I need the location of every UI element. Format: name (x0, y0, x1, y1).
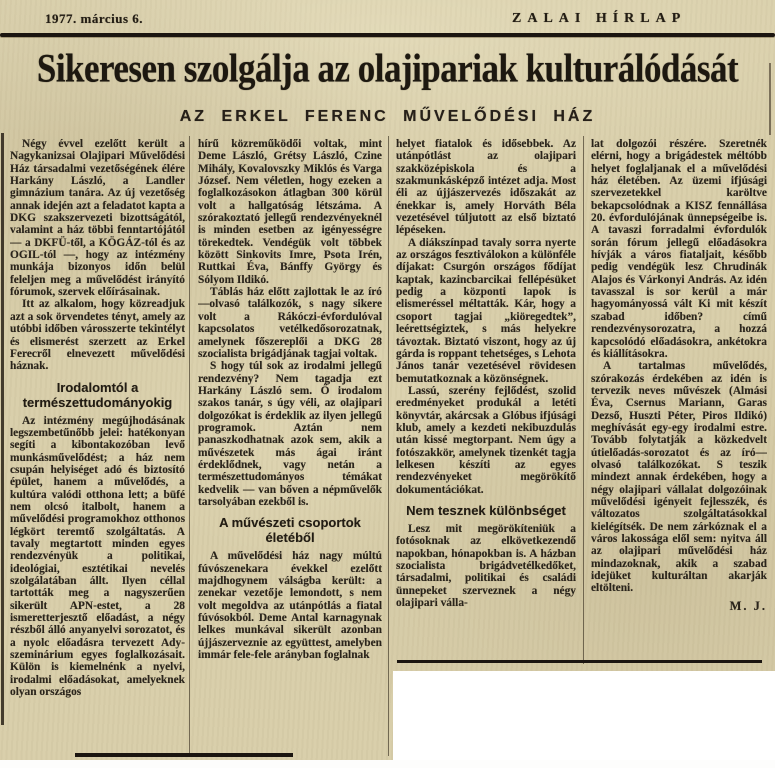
article-paragraph: Táblás ház előtt zajlottak le az író—olvasó találkozók, s nagy sikere volt a Rákóczi-évfordulóval kapcsolatos vetélkedősorozatnak, amelynek főszereplői a DKG 28 szocialista brigádjának tagjai voltak. (198, 286, 382, 360)
article-headline: Sikeresen szolgálja az olajipariak kulturálódását (36, 45, 739, 91)
section-subhead: A művészeti csoportok életéből (219, 515, 361, 546)
article-column-1 (10, 138, 185, 758)
scan-edge-left (1, 133, 4, 725)
article-paragraph: Lassú, szerény fejlődést, szolid eredményeket produkál a letéti könyvtár, akárcsak a Glóbus ifjúsági klub, amely a kezdeti nekibuzdulás után kissé megtorpant. Nem úgy a fotószakkör, amelynek tizenkét tagja lelkesen készíti az egyes rendezvényeket megörökítő dokumentációkat. (396, 384, 576, 496)
section-subhead: Nem tesznek különbséget (406, 502, 566, 518)
article-paragraph: Itt az alkalom, hogy közreadjuk azt a sok örvendetes tényt, amely az utóbbi időben városszerte tekintélyt és elismerést szerzett az Erkel Ferecről elnevezett művelődési háznak. (10, 298, 185, 373)
column-divider-3 (583, 136, 584, 664)
article-column-3 (396, 138, 576, 653)
scan-cutout-bottom-right (393, 671, 775, 768)
article-paragraph: lat dolgozói részére. Szeretnék elérni, hogy a brigádestek méltóbb helyet foglaljanak el a művelődési ház életében. Az üzemi ifjúsági szervezetekkel karöltve bekapcsolódnak a KISZ fennállása 20. évfordulójának ünnepségeibe is. A tavaszi forradalmi évfordulók során fórum jellegű előadásokra hívják a város fiataljait, később pedig vendégük lesz Chrudinák Alajos és Várkonyi András. Az idén tavasszal is sor kerül a már hagyományossá vált Ki mit készít szabad időben? című rendezvénysorozatra, a hozzá kapcsolódó előadásokra, ankétokra és kiállításokra. (591, 138, 767, 360)
scan-cutout-bottom-strip (0, 760, 775, 768)
column-divider-1 (189, 136, 190, 756)
author-initials: M. J. (729, 598, 767, 613)
article-paragraph: Négy évvel ezelőtt került a Nagykanizsai Olajipari Művelődési Ház társadalmi vezetőségének élére Harkány László, a Landler gimnázium tanára. Az új vezetőség annak idején azt a feladatot kapta a DKG szakszervezeti bizottságától, valamint a ház többi fenntartójától — a DKFÜ-től, a KÖGÁZ-tól és az OGIL-tól —, hogy az intézmény munkája bizonyos időn belül feleljen meg a művelődést irányító fórumok, szervek előírásainak. (10, 138, 185, 299)
masthead-paper-title: ZALAI HÍRLAP (512, 11, 687, 26)
article-column-4 (591, 138, 767, 653)
section-subhead: Irodalomtól a természettudományokig (22, 379, 173, 410)
article-paragraph: Lesz mit megörökíteniük a fotósoknak az elkövetkezendő napokban, hónapokban is. A házban szocialista brigádvetélkedőket, társadalmi, politikai és családi ünnepeket szerveznek a négy olajipari válla- (396, 522, 576, 610)
masthead-date: 1977. március 6. (45, 11, 144, 26)
article-column-2 (198, 138, 382, 758)
article-subtitle: AZ ERKEL FERENC MŰVELŐDÉSI HÁZ (179, 108, 596, 125)
masthead-rule (0, 33, 775, 37)
article-end-rule (397, 660, 762, 663)
article-paragraph: helyet fiatalok és idősebbek. Az utánpótlást az olajipari szakközépiskola és a szakmunkásképző intézet adja. Most éli az újjászervezés időszakát az énekkar is, amely Horváth Béla vezetésével túljutott az első biztató lépéseken. (396, 138, 576, 237)
article-paragraph: A tartalmas művelődés, szórakozás érdekében az idén is tervezik neves művészek (Almási Éva, Csernus Mariann, Garas Dezső, Huszti Péter, Piros Ildikó) meghívását egy-egy irodalmi estre. Tovább folytatják a közkedvelt útielőadás-sorozatot és az író—olvasó találkozókat. S teszik mindezt annak érdekében, hogy a négy olajipari vállalat dolgozóinak művelődési igényeit fejlesszék, és változatos szolgáltatásokkal kielégítsék. De nem zárkóznak el a város lakossága elől sem: nyitva áll az olajipari művelődési ház mindazoknak, akik a szabad idejüket kulturáltan akarják eltölteni. (591, 360, 767, 595)
scan-edge-right (769, 63, 771, 135)
article-paragraph: Az intézmény megújhodásának legszembetűnőbb jelei: hatékonyan segíti a kibontakozóban levő munkásművelődést; a ház nem csupán helyiséget adó és biztosító épület, hanem a művelődés, a kultúra valódi otthona lett; a büfé nem olcsó italbolt, hanem a művelődési programokhoz otthonos légkört teremtő szolgáltatás. A tavaly megtartott minden egyes rendezvényük a politikai, ideológiai, esztétikai nevelés szolgálatában állt. Ilyen céllal tartották meg a nagyszerűen sikerült APN-estet, a 28 ismeretterjesztő előadást, a négy részből álló anyanyelvi sorozatot, és a nyolc előadásra tervezett Ady-szeminárium egyes foglalkozásait. Külön is kiemelnénk a nyelvi, irodalmi előadásokat, amelyeknek olyan országos (10, 414, 185, 699)
article-paragraph: S hogy túl sok az irodalmi jellegű rendezvény? Nem tagadja ezt Harkány László sem. Ő irodalom szakos tanár, s úgy véli, az olajipari dolgozókat is érdeklik az ilyen jellegű programok. Aztán nem panaszkodhatnak azok sem, akik a művészetek más ágai iránt érdeklődnek, vagy netán a természettudományos témákat kedvelik — van bőven a népművelők tarsolyában ezekből is. (198, 360, 382, 508)
article-paragraph: hírű közreműködői voltak, mint Deme László, Grétsy László, Czine Mihály, Kovalovszky Miklós és Varga József. Nem véletlen, hogy ezeken a foglalkozásokon átlagban 300 körül volt a hallgatóság létszáma. A szórakoztató jellegű rendezvényeknél is minden esetben az igényességre törekedtek. Vendégük volt többek között Sinkovits Imre, Psota Irén, Ruttkai Éva, Bánffy György és Sólyom Ildikó. (198, 138, 382, 286)
column-bottom-rule (75, 753, 293, 757)
article-paragraph: A diákszínpad tavaly sorra nyerte az országos fesztiválokon a különféle díjakat: Csurgón országos fődíjat kaptak, kazincbarcikai fellépésüket pedig a központi lapok is elismeréssel méltatták. Kár, hogy a csoport tagjai „kiöregedtek”, leérettségiztek, s más helyekre távoztak. Biztató viszont, hogy az új gárda is roppant tehetséges, s Lehota János tanár vezetésével rövidesen bemutatkoznak a közönségnek. (396, 236, 576, 385)
column-divider-2 (388, 136, 389, 756)
article-paragraph: A művelődési ház nagy múltú fúvószenekara évekkel ezelőtt majdhogynem válságba került: a zenekar vezetője lemondott, s nem volt megoldva az utánpótlás a fiatal fúvósokból. Deme Antal karnagynak lelkes munkával sikerült azonban újjászerveznie az együttest, amelyben immár fele-fele arányban foglalnak (198, 550, 382, 662)
